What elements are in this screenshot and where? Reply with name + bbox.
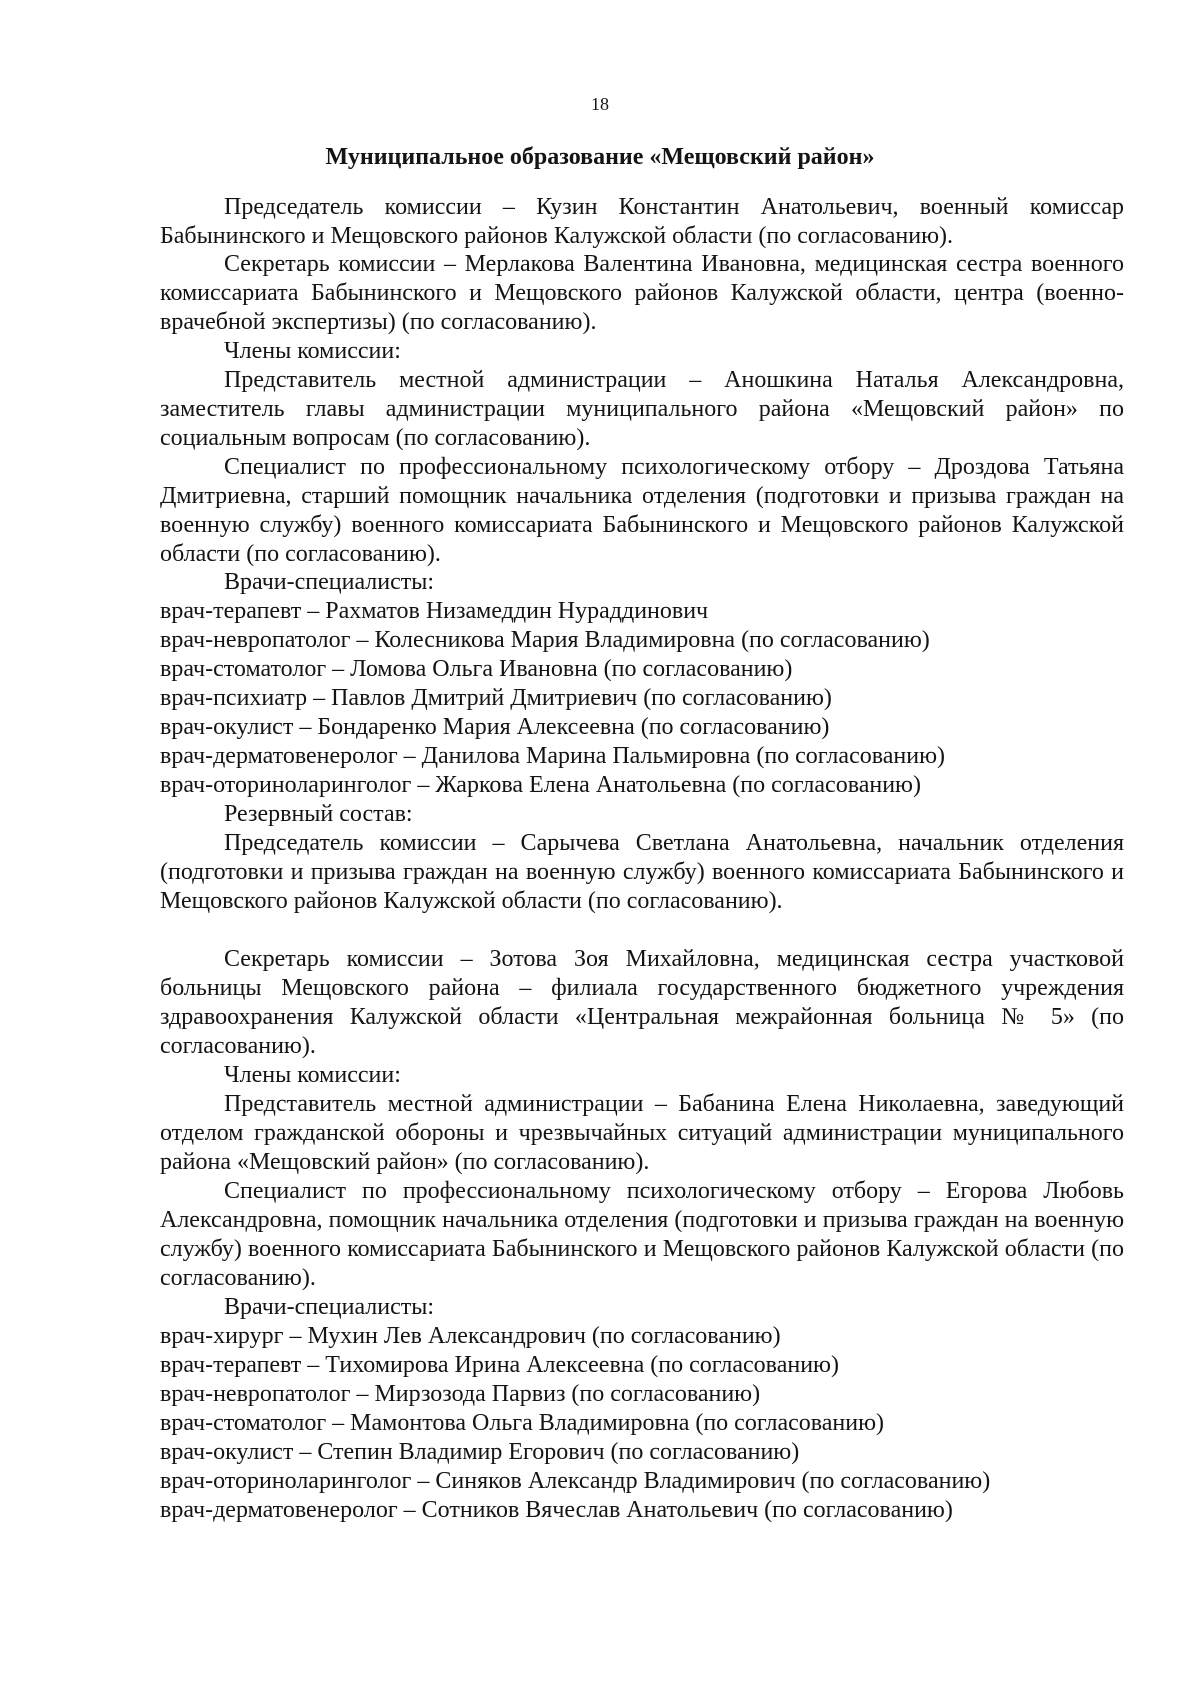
- reserve-local-admin-rep-paragraph: Представитель местной администрации – Бабанина Елена Николаевна, заведующий отделом гражданской обороны и чрезвычайных ситуаций администрации муниципального района «Мещовский район» (по согласованию).: [160, 1091, 1124, 1175]
- members-heading: Члены комиссии:: [224, 338, 401, 364]
- doctor-list-item: врач-невропатолог – Колесникова Мария Владимировна (по согласованию): [160, 627, 930, 653]
- document-title: Муниципальное образование «Мещовский район»: [325, 144, 875, 170]
- doctors-heading: Врачи-специалисты:: [224, 569, 435, 595]
- local-admin-rep-paragraph: Представитель местной администрации – Аношкина Наталья Александровна, заместитель главы администрации муниципального района «Мещовский район» по социальным вопросам (по согласованию).: [160, 367, 1124, 451]
- page-number: 18: [591, 94, 609, 114]
- doctor-list-item: врач-стоматолог – Ломова Ольга Ивановна (по согласованию): [160, 656, 793, 682]
- reserve-doctor-list-item: врач-дерматовенеролог – Сотников Вячеслав Анатольевич (по согласованию): [160, 1497, 953, 1523]
- reserve-doctor-list-item: врач-окулист – Степин Владимир Егорович (по согласованию): [160, 1439, 800, 1465]
- doctor-list-item: врач-оториноларинголог – Жаркова Елена Анатольевна (по согласованию): [160, 772, 921, 798]
- reserve-members-heading: Члены комиссии:: [224, 1062, 401, 1088]
- secretary-paragraph: Секретарь комиссии – Мерлакова Валентина Ивановна, медицинская сестра военного комиссариата Бабынинского и Мещовского районов Калужской области, центра (военно-врачебной экспертизы) (по согласованию).: [160, 251, 1124, 335]
- reserve-heading: Резервный состав:: [224, 801, 413, 827]
- reserve-doctors-heading: Врачи-специалисты:: [224, 1294, 435, 1320]
- reserve-chairman-paragraph: Председатель комиссии – Сарычева Светлана Анатольевна, начальник отделения (подготовки и призыва граждан на военную службу) военного комиссариата Бабынинского и Мещовского районов Калужской области (по согласованию).: [160, 830, 1124, 914]
- reserve-doctor-list-item: врач-хирург – Мухин Лев Александрович (по согласованию): [160, 1323, 781, 1349]
- doctor-list-item: врач-психиатр – Павлов Дмитрий Дмитриевич (по согласованию): [160, 685, 832, 711]
- reserve-psych-specialist-paragraph: Специалист по профессиональному психологическому отбору – Егорова Любовь Александровна, помощник начальника отделения (подготовки и призыва граждан на военную службу) военного комиссариата Бабынинского и Мещовского районов Калужской области (по согласованию).: [160, 1178, 1124, 1291]
- reserve-doctor-list-item: врач-терапевт – Тихомирова Ирина Алексеевна (по согласованию): [160, 1352, 839, 1378]
- reserve-doctor-list-item: врач-стоматолог – Мамонтова Ольга Владимировна (по согласованию): [160, 1410, 885, 1436]
- psych-specialist-paragraph: Специалист по профессиональному психологическому отбору – Дроздова Татьяна Дмитриевна, старший помощник начальника отделения (подготовки и призыва граждан на военную службу) военного комиссариата Бабынинского и Мещовского районов Калужской области (по согласованию).: [160, 454, 1124, 567]
- reserve-doctor-list-item: врач-оториноларинголог – Синяков Александр Владимирович (по согласованию): [160, 1468, 991, 1494]
- doctor-list-item: врач-терапевт – Рахматов Низамеддин Нураддинович: [160, 598, 709, 624]
- doctor-list-item: врач-окулист – Бондаренко Мария Алексеевна (по согласованию): [160, 714, 830, 740]
- reserve-secretary-paragraph: Секретарь комиссии – Зотова Зоя Михайловна, медицинская сестра участковой больницы Мещовского района – филиала государственного бюджетного учреждения здравоохранения Калужской области «Центральная межрайонная больница № 5» (по согласованию).: [160, 946, 1124, 1059]
- reserve-doctor-list-item: врач-невропатолог – Мирзозода Парвиз (по согласованию): [160, 1381, 761, 1407]
- doctor-list-item: врач-дерматовенеролог – Данилова Марина Пальмировна (по согласованию): [160, 743, 945, 769]
- chairman-paragraph: Председатель комиссии – Кузин Константин Анатольевич, военный комиссар Бабынинского и Мещовского районов Калужской области (по согласованию).: [160, 194, 1124, 249]
